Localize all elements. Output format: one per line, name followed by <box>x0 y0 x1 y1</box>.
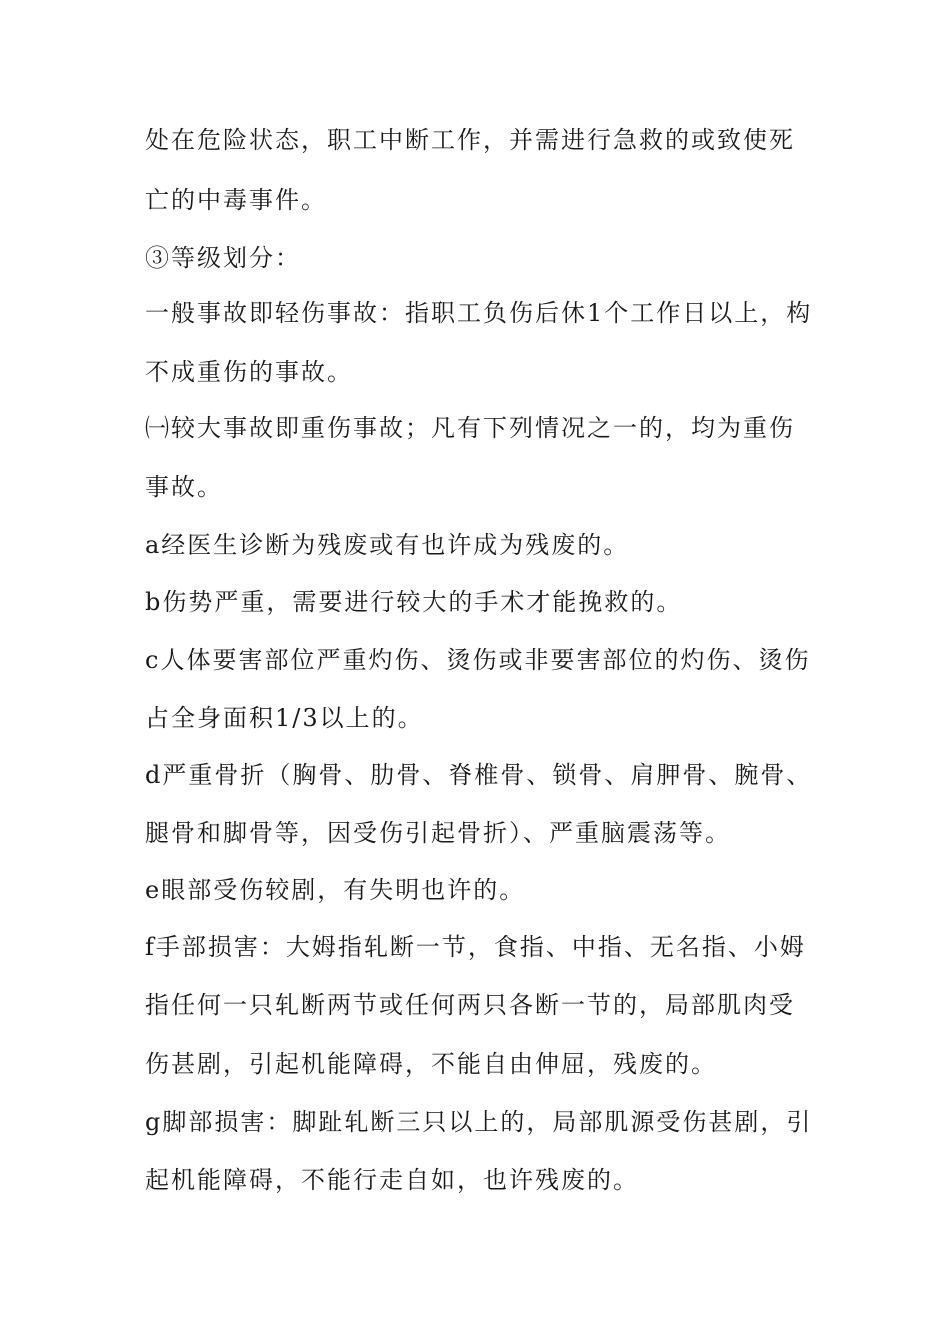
text-line: 起机能障碍，不能行走自如，也许残废的。 <box>145 1166 639 1194</box>
text-line: ③等级划分： <box>145 244 301 272</box>
text-line: ㈠较大事故即重伤事故；凡有下列情况之一的，均为重伤 <box>145 414 795 442</box>
text-line: f手部损害：大姆指轧断一节，食指、中指、无名指、小姆 <box>145 933 806 961</box>
text-line: 指任何一只轧断两节或任何两只各断一节的，局部肌肉受 <box>145 991 795 1019</box>
text-line: c人体要害部位严重灼伤、烫伤或非要害部位的灼伤、烫伤 <box>145 646 811 674</box>
text-line: a经医生诊断为残废或有也许成为残废的。 <box>145 531 630 559</box>
text-line: 腿骨和脚骨等，因受伤引起骨折）、严重脑震荡等。 <box>145 819 731 847</box>
text-line: 伤甚剧，引起机能障碍，不能自由伸屈，残废的。 <box>145 1050 717 1078</box>
text-line: e眼部受伤较剧，有失明也许的。 <box>145 876 526 904</box>
text-line: d严重骨折（胸骨、肋骨、脊椎骨、锁骨、肩胛骨、腕骨、 <box>145 761 813 789</box>
text-line: 一般事故即轻伤事故：指职工负伤后休1个工作日以上，构 <box>145 299 813 327</box>
text-line: 事故。 <box>145 473 223 501</box>
text-line: 不成重伤的事故。 <box>145 358 353 386</box>
text-line: 处在危险状态，职工中断工作，并需进行急救的或致使死 <box>145 126 795 154</box>
text-line: b伤势严重，需要进行较大的手术才能挽救的。 <box>145 588 683 616</box>
text-line: 亡的中毒事件。 <box>145 186 327 214</box>
text-line: 占全身面积1/3以上的。 <box>145 704 424 732</box>
text-line: g脚部损害：脚趾轧断三只以上的，局部肌源受伤甚剧，引 <box>145 1108 813 1136</box>
